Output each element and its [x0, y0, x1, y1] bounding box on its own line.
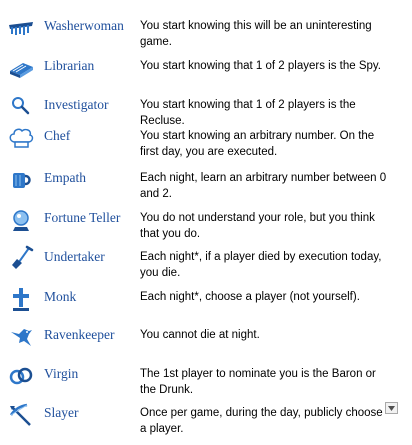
role-row-undertaker	[0, 245, 400, 285]
raven-icon	[7, 323, 35, 351]
role-row-washerwoman	[0, 14, 400, 54]
role-name: Ravenkeeper	[44, 327, 115, 342]
role-name: Washerwoman	[44, 18, 124, 33]
chef-hat-icon	[7, 124, 35, 152]
role-ability: You start knowing this will be an uninteresting game.	[140, 20, 372, 48]
washerwoman-icon	[7, 14, 35, 42]
role-row-empath	[0, 166, 400, 206]
rings-icon	[7, 362, 35, 390]
role-name: Investigator	[44, 97, 109, 112]
role-name: Undertaker	[44, 249, 105, 264]
role-ability: You cannot die at night.	[140, 329, 260, 341]
triangle-down-icon	[388, 406, 395, 411]
role-ability: You do not understand your role, but you think that you do.	[140, 212, 375, 240]
role-ability: You start knowing that 1 of 2 players is the Spy.	[140, 60, 382, 72]
role-ability: Each night, learn an arbitrary number between 0 and 2.	[140, 172, 387, 200]
magnifier-icon	[7, 93, 35, 121]
role-name: Empath	[44, 170, 86, 185]
mug-icon	[7, 166, 35, 194]
role-ability: The 1st player to nominate you is the Baron or the Drunk.	[140, 368, 376, 396]
role-name: Slayer	[44, 405, 79, 420]
role-row-librarian	[0, 54, 400, 94]
role-row-fortune-teller	[0, 206, 400, 246]
book-icon	[7, 54, 35, 82]
cross-icon	[7, 285, 35, 313]
role-ability: Each night*, if a player died by execution today, you die.	[140, 251, 382, 279]
role-name: Librarian	[44, 58, 95, 73]
role-ability: You start knowing that 1 of 2 players is the Recluse.	[140, 99, 356, 127]
role-name: Chef	[44, 128, 71, 143]
crossbow-icon	[7, 401, 35, 429]
shovel-icon	[7, 245, 35, 273]
role-name: Virgin	[44, 366, 79, 381]
role-name: Fortune Teller	[44, 210, 121, 225]
role-row-slayer	[0, 401, 400, 441]
role-name: Monk	[44, 289, 77, 304]
role-row-virgin	[0, 362, 400, 402]
role-row-chef	[0, 124, 400, 164]
role-ability: Each night*, choose a player (not yourself).	[140, 291, 360, 303]
crystal-ball-icon	[7, 206, 35, 234]
role-row-monk	[0, 285, 400, 325]
role-ability: Once per game, during the day, publicly choose a player.	[140, 407, 383, 435]
scroll-down-button[interactable]	[385, 402, 398, 414]
role-row-ravenkeeper	[0, 323, 400, 363]
role-ability: You start knowing an arbitrary number. On the first day, you are executed.	[140, 130, 375, 158]
